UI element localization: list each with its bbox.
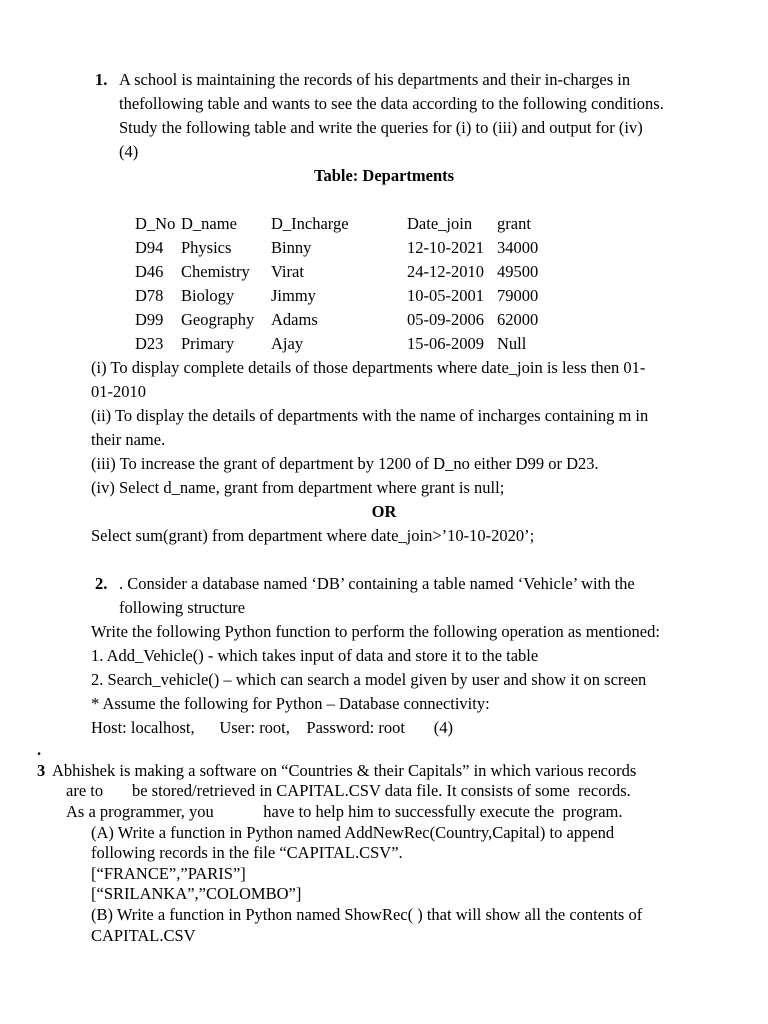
question-3-part-a-2: following records in the file “CAPITAL.CSV”. [91,843,403,862]
stray-dot: . [37,740,42,759]
question-2-body-2: 1. Add_Vehicle() - which takes input of data and store it to the table [91,646,539,665]
part-iv: (iv) Select d_name, grant from department where grant is null; [91,478,505,497]
question-3-record-2: [“SRILANKA”,”COLOMBO”] [91,884,302,903]
question-1-line-1: A school is maintaining the records of his departments and their in-charges in [119,70,631,89]
question-1-number: 1. [95,70,108,89]
or-label: OR [371,502,397,521]
cell-d-name: Chemistry [181,262,250,281]
cell-d-no: D46 [135,262,164,281]
question-2-body-4: * Assume the following for Python – Database connectivity: [91,694,490,713]
cell-grant: 49500 [497,262,539,281]
question-1-line-2: thefollowing table and wants to see the data according to the following conditions. [119,94,664,113]
cell-d-incharge: Virat [271,262,304,281]
question-2-line-2: following structure [119,598,246,617]
question-3-line-1: Abhishek is making a software on “Countries & their Capitals” in which various records [52,761,637,780]
question-3-number: 3 [37,761,46,780]
question-2-number: 2. [95,574,108,593]
header-d-incharge: D_Incharge [271,214,349,233]
question-3-record-1: [“FRANCE”,”PARIS”] [91,864,246,883]
question-3-part-b-2: CAPITAL.CSV [91,926,196,945]
part-i-line-1: (i) To display complete details of those departments where date_join is less then 01- [91,358,646,377]
cell-d-no: D94 [135,238,164,257]
cell-grant: 34000 [497,238,539,257]
cell-date-join: 10-05-2001 [407,286,484,305]
cell-d-no: D23 [135,334,164,353]
header-grant: grant [497,214,531,233]
header-d-no: D_No [135,214,176,233]
cell-grant: Null [497,334,527,353]
table-row [135,284,557,308]
departments-table [135,212,557,356]
question-2-body-3: 2. Search_vehicle() – which can search a model given by user and show it on screen [91,670,647,689]
table-header-row [135,212,557,236]
question-3-line-3: As a programmer, you have to help him to successfully execute the program. [66,802,623,821]
or-query: Select sum(grant) from department where date_join>’10-10-2020’; [91,526,535,545]
cell-date-join: 05-09-2006 [407,310,484,329]
question-3-part-a-1: (A) Write a function in Python named AddNewRec(Country,Capital) to append [91,823,615,842]
table-row [135,308,557,332]
part-i-line-2: 01-2010 [91,382,146,401]
cell-d-name: Physics [181,238,232,257]
table-row [135,332,557,356]
question-2-line-1: . Consider a database named ‘DB’ containing a table named ‘Vehicle’ with the [119,574,635,593]
question-3-part-b-1: (B) Write a function in Python named ShowRec( ) that will show all the contents of [91,905,643,924]
part-ii-line-1: (ii) To display the details of departments with the name of incharges containing m in [91,406,649,425]
header-d-name: D_name [181,214,237,233]
cell-d-incharge: Adams [271,310,318,329]
part-iii: (iii) To increase the grant of department by 1200 of D_no either D99 or D23. [91,454,599,473]
cell-date-join: 24-12-2010 [407,262,484,281]
cell-d-incharge: Ajay [271,334,304,353]
cell-d-name: Biology [181,286,235,305]
question-1-line-3: Study the following table and write the queries for (i) to (iii) and output for (iv) [119,118,643,137]
question-2-body-1: Write the following Python function to perform the following operation as mentioned: [91,622,660,641]
cell-grant: 79000 [497,286,539,305]
question-2-body-5: Host: localhost, User: root, Password: root (4) [91,718,454,737]
cell-grant: 62000 [497,310,539,329]
cell-d-name: Primary [181,334,235,353]
table-row [135,260,557,284]
cell-d-incharge: Binny [271,238,312,257]
part-ii-line-2: their name. [91,430,166,449]
cell-d-incharge: Jimmy [271,286,316,305]
cell-date-join: 15-06-2009 [407,334,484,353]
question-3-line-2: are to be stored/retrieved in CAPITAL.CSV data file. It consists of some records. [66,781,631,800]
question-1-marks: (4) [119,142,139,161]
header-date-join: Date_join [407,214,473,233]
cell-d-no: D78 [135,286,164,305]
cell-date-join: 12-10-2021 [407,238,484,257]
table-row [135,236,557,260]
cell-d-name: Geography [181,310,255,329]
table-title: Table: Departments [313,166,455,185]
cell-d-no: D99 [135,310,164,329]
